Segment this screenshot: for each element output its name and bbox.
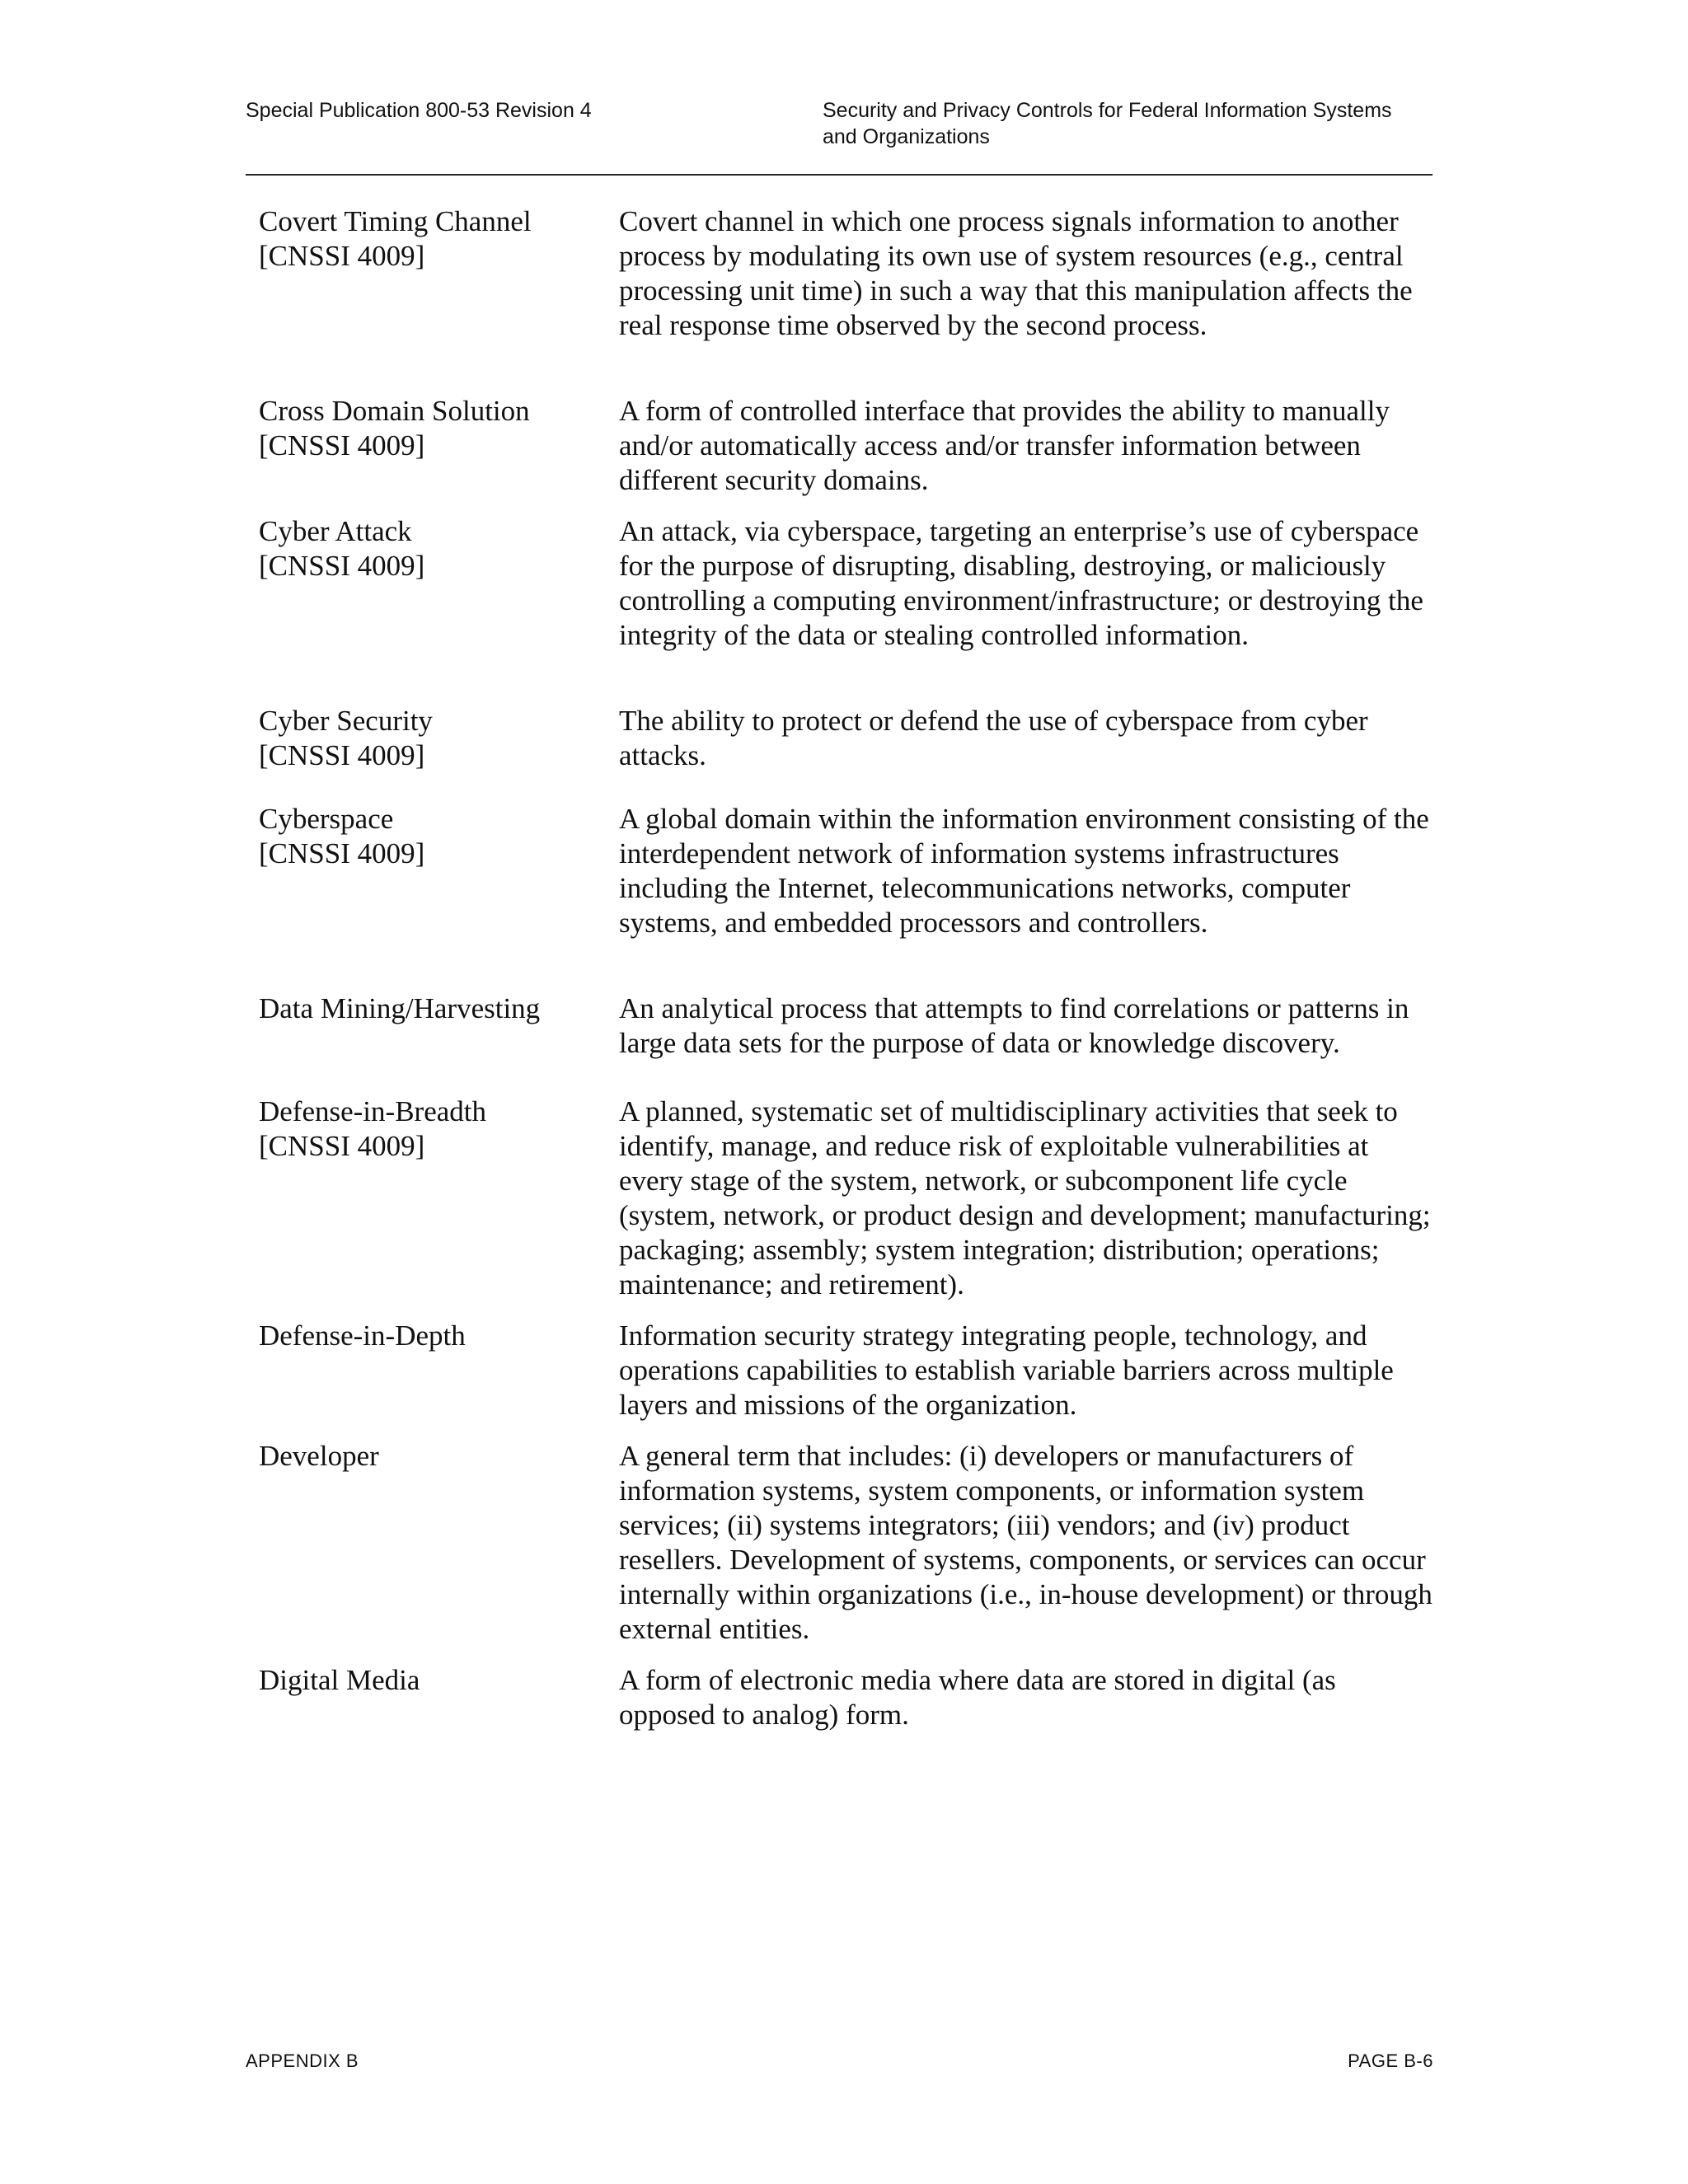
term-definition: Covert channel in which one process signals information to another process by modulating its own use of system resources (e.g., central processing unit time) in such a way that this manipulation affects the real response time observed by the second process. bbox=[619, 205, 1413, 341]
term-definition: A form of electronic media where data are stored in digital (as opposed to analog) form. bbox=[619, 1664, 1336, 1731]
glossary-term bbox=[259, 1094, 605, 1164]
term-source: [CNSSI 4009] bbox=[259, 739, 425, 771]
term-name: Covert Timing Channel bbox=[259, 205, 532, 237]
glossary-term bbox=[259, 204, 605, 274]
term-name: Cyber Attack bbox=[259, 515, 412, 547]
term-name: Defense-in-Depth bbox=[259, 1319, 466, 1352]
term-source: [CNSSI 4009] bbox=[259, 837, 425, 869]
term-name: Defense-in-Breadth bbox=[259, 1095, 486, 1127]
glossary-term bbox=[259, 802, 605, 871]
term-source: [CNSSI 4009] bbox=[259, 550, 425, 582]
term-definition: A form of controlled interface that provides the ability to manually and/or automatically access and/or transfer information between different security domains. bbox=[619, 395, 1390, 496]
glossary-term bbox=[259, 991, 605, 1026]
term-name: Digital Media bbox=[259, 1664, 420, 1696]
running-header-title-line1: Security and Privacy Controls for Federal Information Systems bbox=[823, 99, 1392, 122]
header-divider bbox=[246, 174, 1432, 176]
term-name: Cyberspace bbox=[259, 803, 394, 835]
running-header-publication: Special Publication 800-53 Revision 4 bbox=[246, 99, 592, 122]
term-definition: A general term that includes: (i) developers or manufacturers of information systems, system components, or information system services; (ii) systems integrators; (iii) vendors; and (iv) product resellers. Development of systems, components, or services can occur internally within organizations (i.e., in-house development) or through external entities. bbox=[619, 1440, 1432, 1645]
term-definition: An attack, via cyberspace, targeting an enterprise’s use of cyberspace for the purpose of disrupting, disabling, destroying, or maliciously controlling a computing environment/infrastructure; or destroying the integrity of the data or stealing controlled information. bbox=[619, 515, 1423, 651]
term-definition: Information security strategy integrating people, technology, and operations capabilities to establish variable barriers across multiple layers and missions of the organization. bbox=[619, 1319, 1394, 1421]
glossary-term bbox=[259, 1439, 605, 1474]
term-definition: An analytical process that attempts to find correlations or patterns in large data sets for the purpose of data or knowledge discovery. bbox=[619, 992, 1409, 1059]
running-header-title-line2: and Organizations bbox=[823, 125, 990, 148]
term-source: [CNSSI 4009] bbox=[259, 240, 425, 272]
glossary-term bbox=[259, 394, 605, 463]
term-name: Data Mining/Harvesting bbox=[259, 992, 541, 1024]
glossary-term bbox=[259, 514, 605, 583]
term-name: Developer bbox=[259, 1440, 379, 1472]
term-source: [CNSSI 4009] bbox=[259, 429, 425, 462]
term-source: [CNSSI 4009] bbox=[259, 1130, 425, 1162]
term-name: Cross Domain Solution bbox=[259, 395, 530, 427]
term-definition: A planned, systematic set of multidisciplinary activities that seek to identify, manage, and reduce risk of exploitable vulnerabilities at every stage of the system, network, or subcomponent life cycle (system, network, or product design and development; manufacturing; packaging; assembly; system integration; distribution; operations; maintenance; and retirement). bbox=[619, 1095, 1431, 1301]
glossary-term bbox=[259, 1319, 605, 1353]
term-definition: A global domain within the information environment consisting of the interdependent network of information systems infrastructures including the Internet, telecommunications networks, computer systems, and embedded processors and controllers. bbox=[619, 803, 1429, 939]
term-definition: The ability to protect or defend the use of cyberspace from cyber attacks. bbox=[619, 705, 1368, 771]
term-name: Cyber Security bbox=[259, 705, 433, 737]
footer-appendix-label: APPENDIX B bbox=[246, 2050, 359, 2071]
glossary-term bbox=[259, 1663, 605, 1698]
running-header-title bbox=[823, 97, 1449, 150]
footer-page-number: PAGE B-6 bbox=[1348, 2050, 1433, 2071]
glossary-term bbox=[259, 704, 605, 773]
